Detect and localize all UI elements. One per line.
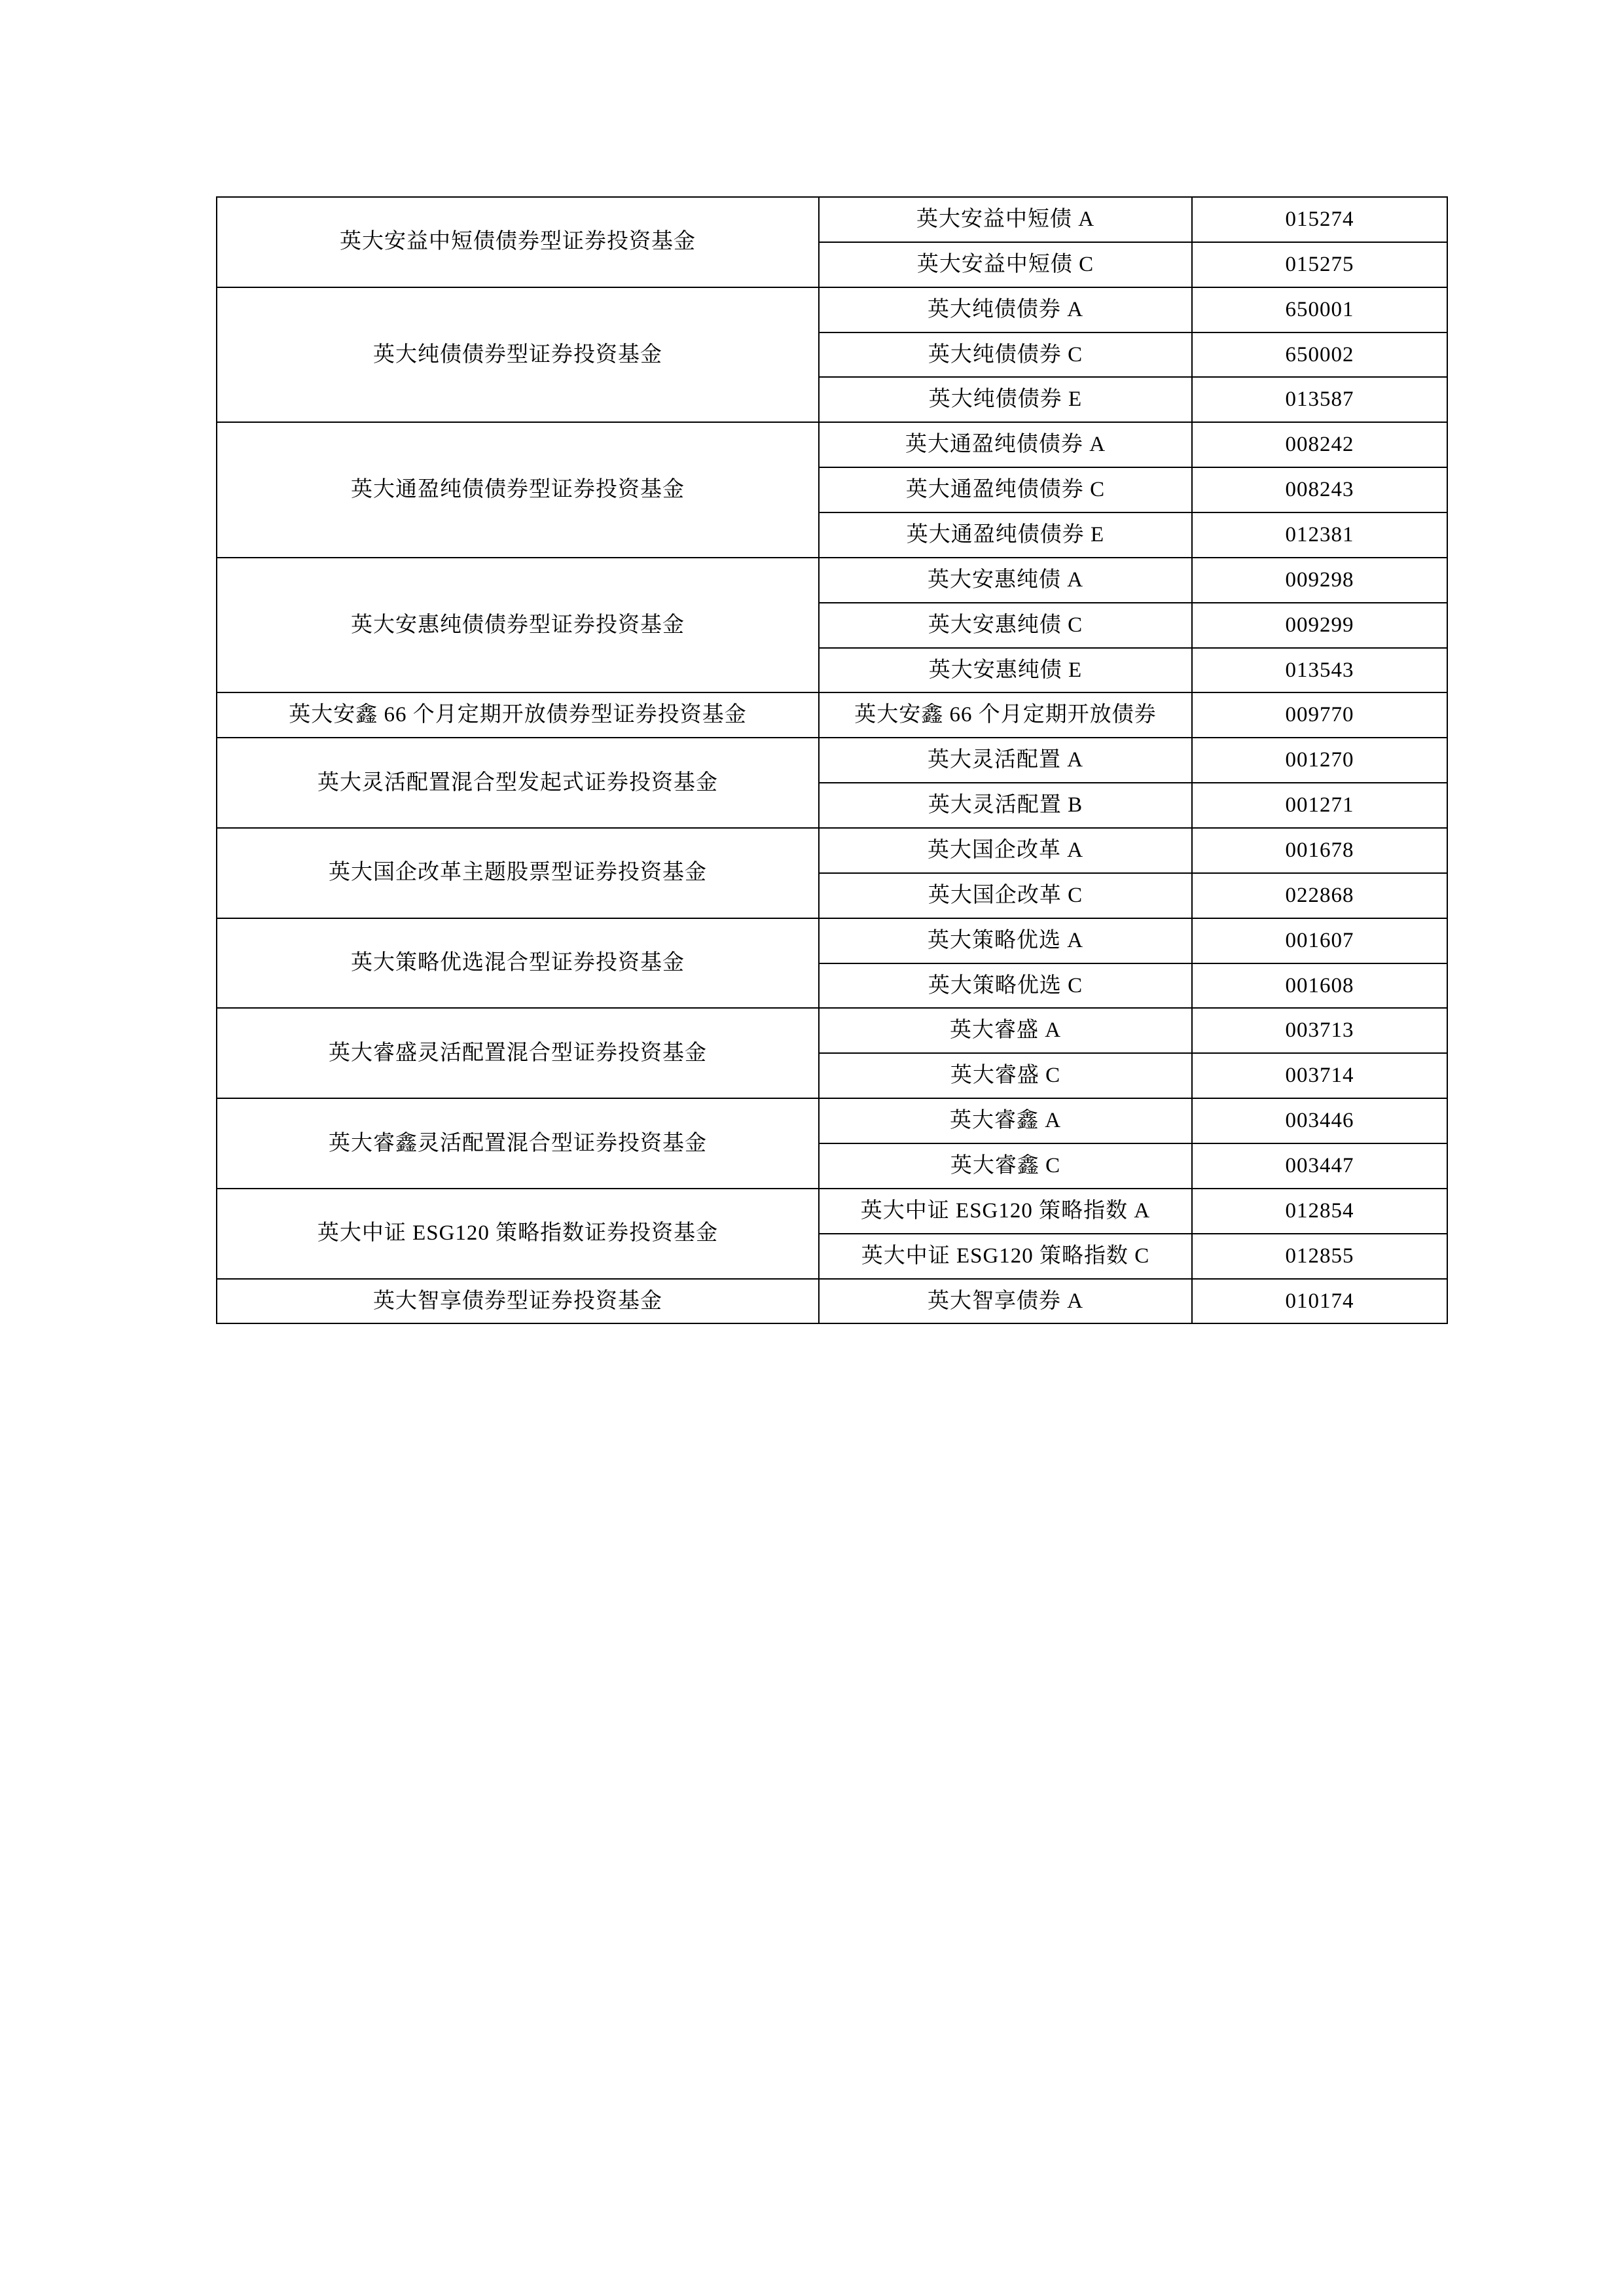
share-class-cell: 英大睿盛 C: [819, 1053, 1192, 1098]
share-class-cell: 英大安鑫 66 个月定期开放债券: [819, 692, 1192, 738]
fund-name-cell: 英大安益中短债债券型证券投资基金: [217, 197, 819, 287]
fund-code-cell: 013543: [1192, 648, 1447, 693]
share-class-cell: 英大安惠纯债 A: [819, 558, 1192, 603]
fund-code-cell: 009299: [1192, 603, 1447, 648]
fund-code-cell: 003713: [1192, 1008, 1447, 1053]
share-class-cell: 英大睿鑫 C: [819, 1143, 1192, 1189]
fund-name-cell: 英大通盈纯债债券型证券投资基金: [217, 422, 819, 558]
fund-code-cell: 012854: [1192, 1189, 1447, 1234]
fund-code-cell: 022868: [1192, 873, 1447, 918]
fund-code-cell: 650001: [1192, 287, 1447, 332]
share-class-cell: 英大灵活配置 B: [819, 783, 1192, 828]
table-row: [217, 558, 1447, 603]
share-class-cell: 英大中证 ESG120 策略指数 C: [819, 1234, 1192, 1279]
share-class-cell: 英大通盈纯债债券 A: [819, 422, 1192, 467]
share-class-cell: 英大安惠纯债 C: [819, 603, 1192, 648]
fund-code-cell: 015274: [1192, 197, 1447, 242]
share-class-cell: 英大策略优选 C: [819, 963, 1192, 1009]
share-class-cell: 英大国企改革 A: [819, 828, 1192, 873]
table-row: [217, 1279, 1447, 1324]
share-class-cell: 英大安益中短债 C: [819, 242, 1192, 287]
fund-name-cell: 英大睿鑫灵活配置混合型证券投资基金: [217, 1098, 819, 1189]
fund-name-cell: 英大安惠纯债债券型证券投资基金: [217, 558, 819, 693]
fund-name-cell: 英大国企改革主题股票型证券投资基金: [217, 828, 819, 918]
fund-code-cell: 001608: [1192, 963, 1447, 1009]
fund-code-cell: 012855: [1192, 1234, 1447, 1279]
share-class-cell: 英大安惠纯债 E: [819, 648, 1192, 693]
share-class-cell: 英大纯债债券 E: [819, 377, 1192, 422]
fund-code-cell: 001678: [1192, 828, 1447, 873]
fund-list-table: [216, 196, 1448, 1324]
fund-name-cell: 英大纯债债券型证券投资基金: [217, 287, 819, 423]
fund-name-cell: 英大灵活配置混合型发起式证券投资基金: [217, 738, 819, 828]
fund-code-cell: 650002: [1192, 332, 1447, 378]
share-class-cell: 英大纯债债券 C: [819, 332, 1192, 378]
share-class-cell: 英大睿鑫 A: [819, 1098, 1192, 1143]
share-class-cell: 英大智享债券 A: [819, 1279, 1192, 1324]
share-class-cell: 英大中证 ESG120 策略指数 A: [819, 1189, 1192, 1234]
fund-name-cell: 英大智享债券型证券投资基金: [217, 1279, 819, 1324]
fund-code-cell: 012381: [1192, 512, 1447, 558]
fund-code-cell: 015275: [1192, 242, 1447, 287]
table-row: [217, 197, 1447, 242]
share-class-cell: 英大策略优选 A: [819, 918, 1192, 963]
table-row: [217, 692, 1447, 738]
fund-code-cell: 008243: [1192, 467, 1447, 512]
share-class-cell: 英大纯债债券 A: [819, 287, 1192, 332]
fund-code-cell: 010174: [1192, 1279, 1447, 1324]
fund-code-cell: 001271: [1192, 783, 1447, 828]
fund-code-cell: 003714: [1192, 1053, 1447, 1098]
table-row: [217, 1189, 1447, 1234]
share-class-cell: 英大安益中短债 A: [819, 197, 1192, 242]
table-row: [217, 828, 1447, 873]
share-class-cell: 英大灵活配置 A: [819, 738, 1192, 783]
fund-code-cell: 008242: [1192, 422, 1447, 467]
table-row: [217, 287, 1447, 332]
fund-name-cell: 英大睿盛灵活配置混合型证券投资基金: [217, 1008, 819, 1098]
fund-name-cell: 英大安鑫 66 个月定期开放债券型证券投资基金: [217, 692, 819, 738]
table-row: [217, 1008, 1447, 1053]
share-class-cell: 英大通盈纯债债券 C: [819, 467, 1192, 512]
fund-code-cell: 009298: [1192, 558, 1447, 603]
fund-code-cell: 001607: [1192, 918, 1447, 963]
share-class-cell: 英大国企改革 C: [819, 873, 1192, 918]
fund-code-cell: 009770: [1192, 692, 1447, 738]
fund-code-cell: 003447: [1192, 1143, 1447, 1189]
fund-name-cell: 英大策略优选混合型证券投资基金: [217, 918, 819, 1009]
fund-name-cell: 英大中证 ESG120 策略指数证券投资基金: [217, 1189, 819, 1279]
table-row: [217, 738, 1447, 783]
fund-code-cell: 013587: [1192, 377, 1447, 422]
fund-code-cell: 003446: [1192, 1098, 1447, 1143]
table-row: [217, 1098, 1447, 1143]
table-row: [217, 918, 1447, 963]
table-row: [217, 422, 1447, 467]
share-class-cell: 英大睿盛 A: [819, 1008, 1192, 1053]
table-body: [217, 197, 1447, 1323]
share-class-cell: 英大通盈纯债债券 E: [819, 512, 1192, 558]
fund-code-cell: 001270: [1192, 738, 1447, 783]
